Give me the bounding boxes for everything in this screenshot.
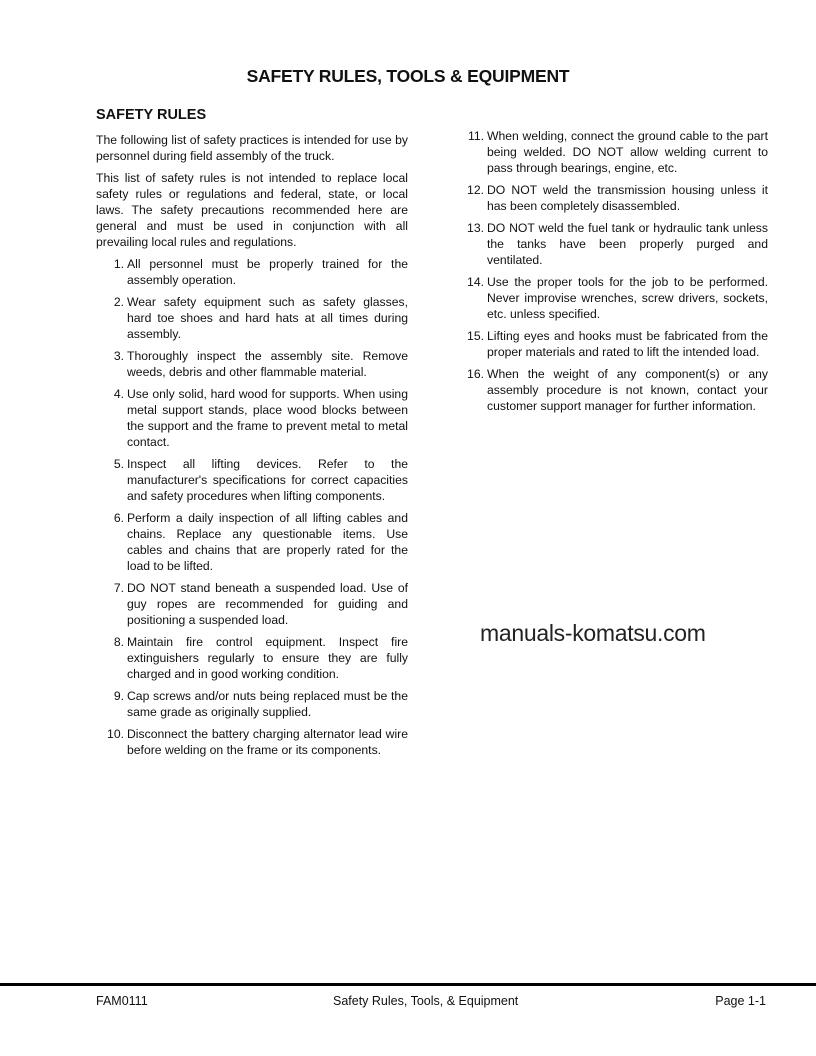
rule-item xyxy=(462,128,768,176)
rule-text: DO NOT stand beneath a suspended load. Use of guy ropes are recommended for guiding and positioning a suspended load. xyxy=(127,581,408,627)
rule-number: 9. xyxy=(113,689,124,703)
intro-paragraph: This list of safety rules is not intended to replace local safety rules or regulations and federal, state, or local laws. The safety precautions recommended here are general and must be used in conjunction with all prevailing local rules and regulations. xyxy=(96,171,408,249)
rule-number: 5. xyxy=(113,457,124,471)
rule-number: 2. xyxy=(113,295,124,309)
rule-item xyxy=(96,634,408,682)
rule-text: When welding, connect the ground cable to the part being welded. DO NOT allow welding current to pass through bearings, engine, etc. xyxy=(487,129,768,175)
rule-number: 7. xyxy=(113,581,124,595)
rule-item xyxy=(96,348,408,380)
rule-number: 1. xyxy=(113,257,124,271)
rule-number: 16. xyxy=(467,367,484,381)
rule-item xyxy=(462,366,768,414)
rule-number: 15. xyxy=(467,329,484,343)
footer-page-number: Page 1-1 xyxy=(715,994,766,1008)
rule-item xyxy=(96,688,408,720)
rule-text: Disconnect the battery charging alternator lead wire before welding on the frame or its components. xyxy=(127,727,408,757)
rule-item xyxy=(462,274,768,322)
rule-text: All personnel must be properly trained for the assembly operation. xyxy=(127,257,408,287)
rule-number: 13. xyxy=(467,221,484,235)
rule-text: Thoroughly inspect the assembly site. Remove weeds, debris and other flammable material. xyxy=(127,349,408,379)
rule-item xyxy=(462,220,768,268)
rules-list-left xyxy=(96,256,408,758)
footer-doc-id: FAM0111 xyxy=(96,994,148,1008)
rule-text: Use the proper tools for the job to be performed. Never improvise wrenches, screw drivers, sockets, etc. unless specified. xyxy=(487,275,768,321)
rule-text: Inspect all lifting devices. Refer to the manufacturer's specifications for correct capacities and safety procedures when lifting components. xyxy=(127,457,408,503)
rule-item xyxy=(96,256,408,288)
rule-number: 6. xyxy=(113,511,124,525)
rule-item xyxy=(462,328,768,360)
rule-text: Maintain fire control equipment. Inspect fire extinguishers regularly to ensure they are fully charged and in good working condition. xyxy=(127,635,408,681)
rule-number: 8. xyxy=(113,635,124,649)
rules-list-right xyxy=(462,128,768,414)
rule-number: 10. xyxy=(107,727,124,741)
rule-item xyxy=(96,726,408,758)
rule-item xyxy=(96,456,408,504)
rule-number: 14. xyxy=(467,275,484,289)
intro-paragraph: The following list of safety practices is intended for use by personnel during field assembly of the truck. xyxy=(96,133,408,163)
rule-item xyxy=(96,294,408,342)
rule-number: 11. xyxy=(467,129,484,143)
section-heading: SAFETY RULES xyxy=(96,107,207,123)
rule-text: DO NOT weld the fuel tank or hydraulic tank unless the tanks have been properly purged and ventilated. xyxy=(487,221,768,267)
rule-item xyxy=(96,580,408,628)
right-column xyxy=(462,128,768,420)
rule-text: Cap screws and/or nuts being replaced must be the same grade as originally supplied. xyxy=(127,689,408,719)
rule-item xyxy=(96,386,408,450)
rule-text: Lifting eyes and hooks must be fabricated from the proper materials and rated to lift the intended load. xyxy=(487,329,768,359)
rule-text: Wear safety equipment such as safety glasses, hard toe shoes and hard hats at all times during assembly. xyxy=(127,295,408,341)
left-column xyxy=(96,106,408,764)
watermark: manuals-komatsu.com xyxy=(480,620,706,646)
rule-text: Perform a daily inspection of all lifting cables and chains. Replace any questionable items. Use cables and chains that are properly rated for the load to be lifted. xyxy=(127,511,408,573)
footer-section-title: Safety Rules, Tools, & Equipment xyxy=(333,994,519,1008)
rule-text: When the weight of any component(s) or any assembly procedure is not known, contact your customer support manager for further information. xyxy=(487,367,768,413)
footer-divider xyxy=(0,983,816,986)
rule-text: DO NOT weld the transmission housing unless it has been completely disassembled. xyxy=(487,183,768,213)
rule-number: 3. xyxy=(113,349,124,363)
rule-number: 12. xyxy=(467,183,484,197)
rule-text: Use only solid, hard wood for supports. When using metal support stands, place wood blocks between the support and the frame to prevent metal to metal contact. xyxy=(127,387,408,449)
rule-number: 4. xyxy=(113,387,124,401)
page-title: SAFETY RULES, TOOLS & EQUIPMENT xyxy=(246,66,570,86)
rule-item xyxy=(96,510,408,574)
rule-item xyxy=(462,182,768,214)
